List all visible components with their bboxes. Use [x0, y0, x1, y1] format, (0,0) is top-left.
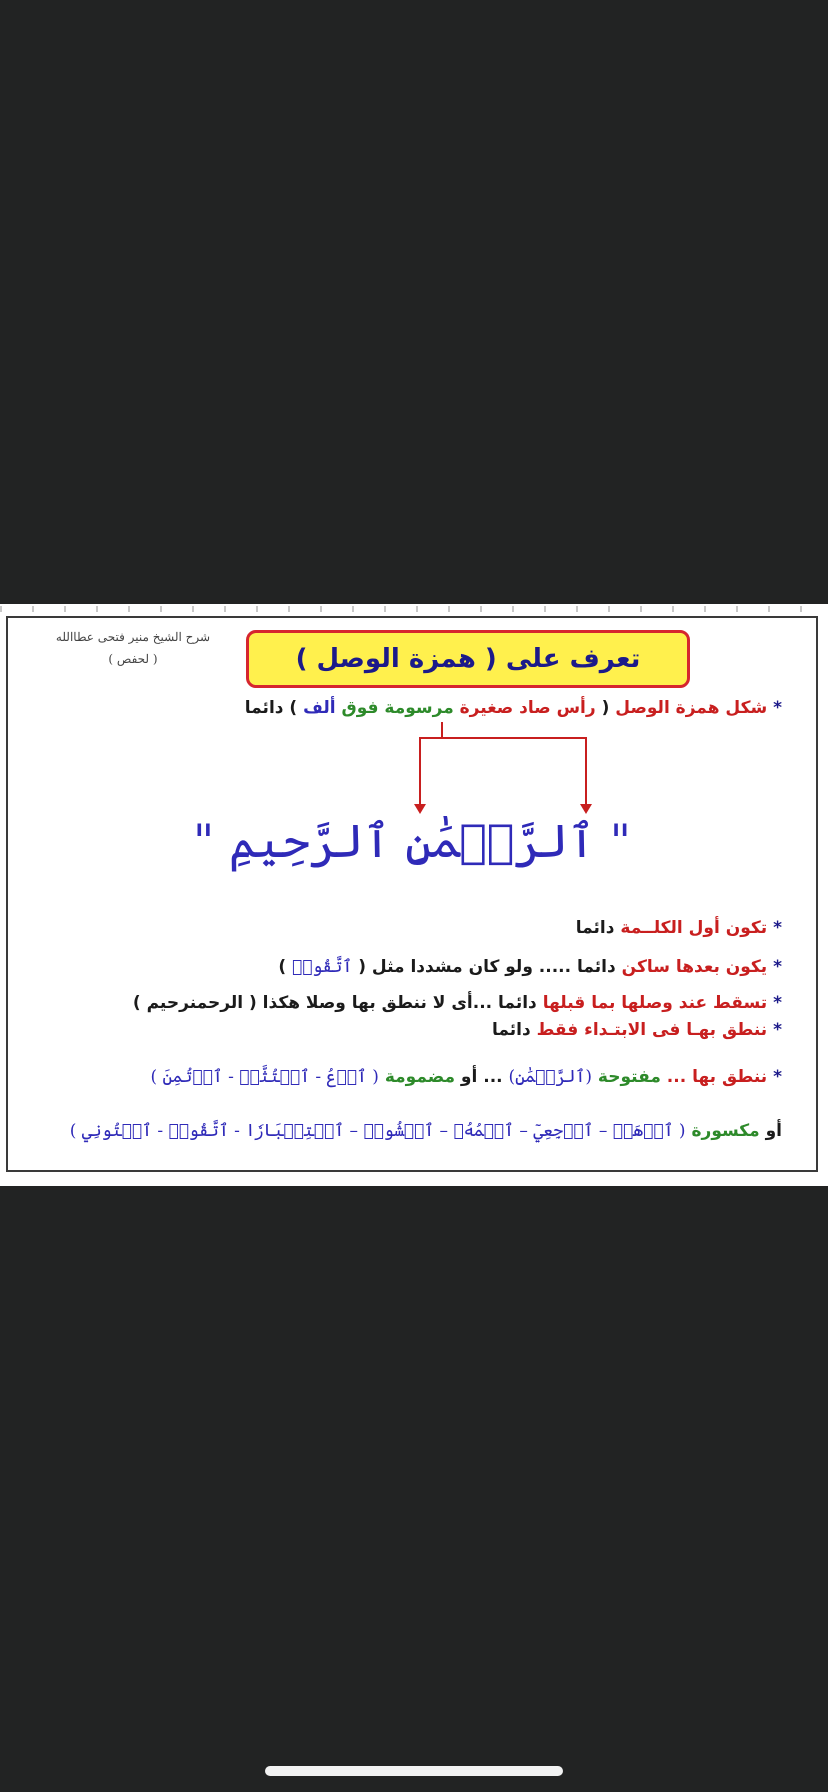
- rule-1: [576, 918, 782, 938]
- bullet-star: *: [773, 698, 782, 718]
- dashed-border: [0, 606, 828, 612]
- rule-2-text: يكون بعدها ساكن: [621, 957, 768, 977]
- paren-open: (: [595, 698, 610, 718]
- bullet-star: *: [773, 957, 782, 977]
- rule-5-example-open: (ٱلرَّحۡمَٰنِ): [508, 1067, 593, 1087]
- rule-6-kasra-label: مكسورة: [685, 1121, 760, 1141]
- page-title: تعرف على ( همزة الوصل ): [295, 644, 641, 674]
- rule-4-text: ننطق بهـا فى الابتـداء فقط: [536, 1020, 768, 1040]
- rule-1-suffix: دائما: [575, 918, 615, 938]
- bullet-star: *: [773, 993, 782, 1013]
- rule-2-example: ٱتَّقُوا۟: [292, 957, 353, 977]
- rule-6: [70, 1120, 782, 1141]
- rule-6-or: أو: [759, 1121, 782, 1141]
- rule-5: [150, 1066, 782, 1087]
- rule-4: [492, 1020, 782, 1040]
- rule-5-text: ننطق بها ...: [660, 1067, 768, 1087]
- shape-label: شكل همزة الوصل: [615, 698, 768, 718]
- rule-3: [133, 993, 782, 1013]
- rule-5-damma-label: مضمومة: [378, 1067, 455, 1087]
- rule-2: [278, 956, 782, 977]
- shape-part-3: ألف: [303, 698, 336, 718]
- credit-line-1: شرح الشيخ منير فتحى عطاالله: [55, 630, 211, 644]
- shape-part-2: مرسومة فوق: [335, 698, 454, 718]
- rule-6-example: ( ٱذۡهَبۡ – ٱرۡجِعِيٓ – ٱسۡمُهُۥ – ٱمۡشُوا۟ – ٱسۡتِكۡبَارٗا - ٱتَّقُوا۟ - ٱئۡتُونِي ): [69, 1121, 686, 1141]
- paren-close: ) دائما: [244, 698, 298, 718]
- bullet-star: *: [773, 1067, 782, 1087]
- credit-line-2: ( لحفص ): [108, 652, 158, 666]
- basmala-example: " ٱلرَّحۡمَٰنِ ٱلرَّحِيمِ ": [193, 814, 631, 868]
- shape-line: [245, 698, 782, 718]
- rule-5-example-damma: ( ٱدۡعُ - ٱجۡتُثَّتۡ - ٱؤۡتُمِنَ ): [150, 1067, 379, 1087]
- rule-5-or: ... أو: [455, 1067, 503, 1087]
- rule-2-close: ): [278, 957, 287, 977]
- rule-4-suffix: دائما: [492, 1020, 531, 1040]
- lesson-frame: [6, 616, 818, 1172]
- bullet-star: *: [773, 918, 782, 938]
- home-indicator[interactable]: [265, 1766, 563, 1776]
- author-credit: [18, 626, 248, 670]
- image-card: [0, 604, 828, 1186]
- rule-3-suffix: دائما ...أى لا ننطق بها وصلا هكذا ( الرحمنرحيم ): [132, 993, 537, 1013]
- shape-part-1: رأس صاد صغيرة: [459, 698, 596, 718]
- rule-2-suffix: دائما ..... ولو كان مشددا مثل (: [352, 957, 616, 977]
- rule-5-open-label: مفتوحة: [592, 1067, 661, 1087]
- rule-3-text: تسقط عند وصلها بما قبلها: [542, 993, 768, 1013]
- rule-1-text: تكون أول الكلــمة: [620, 918, 768, 938]
- bullet-star: *: [773, 1020, 782, 1040]
- title-box: [246, 630, 690, 688]
